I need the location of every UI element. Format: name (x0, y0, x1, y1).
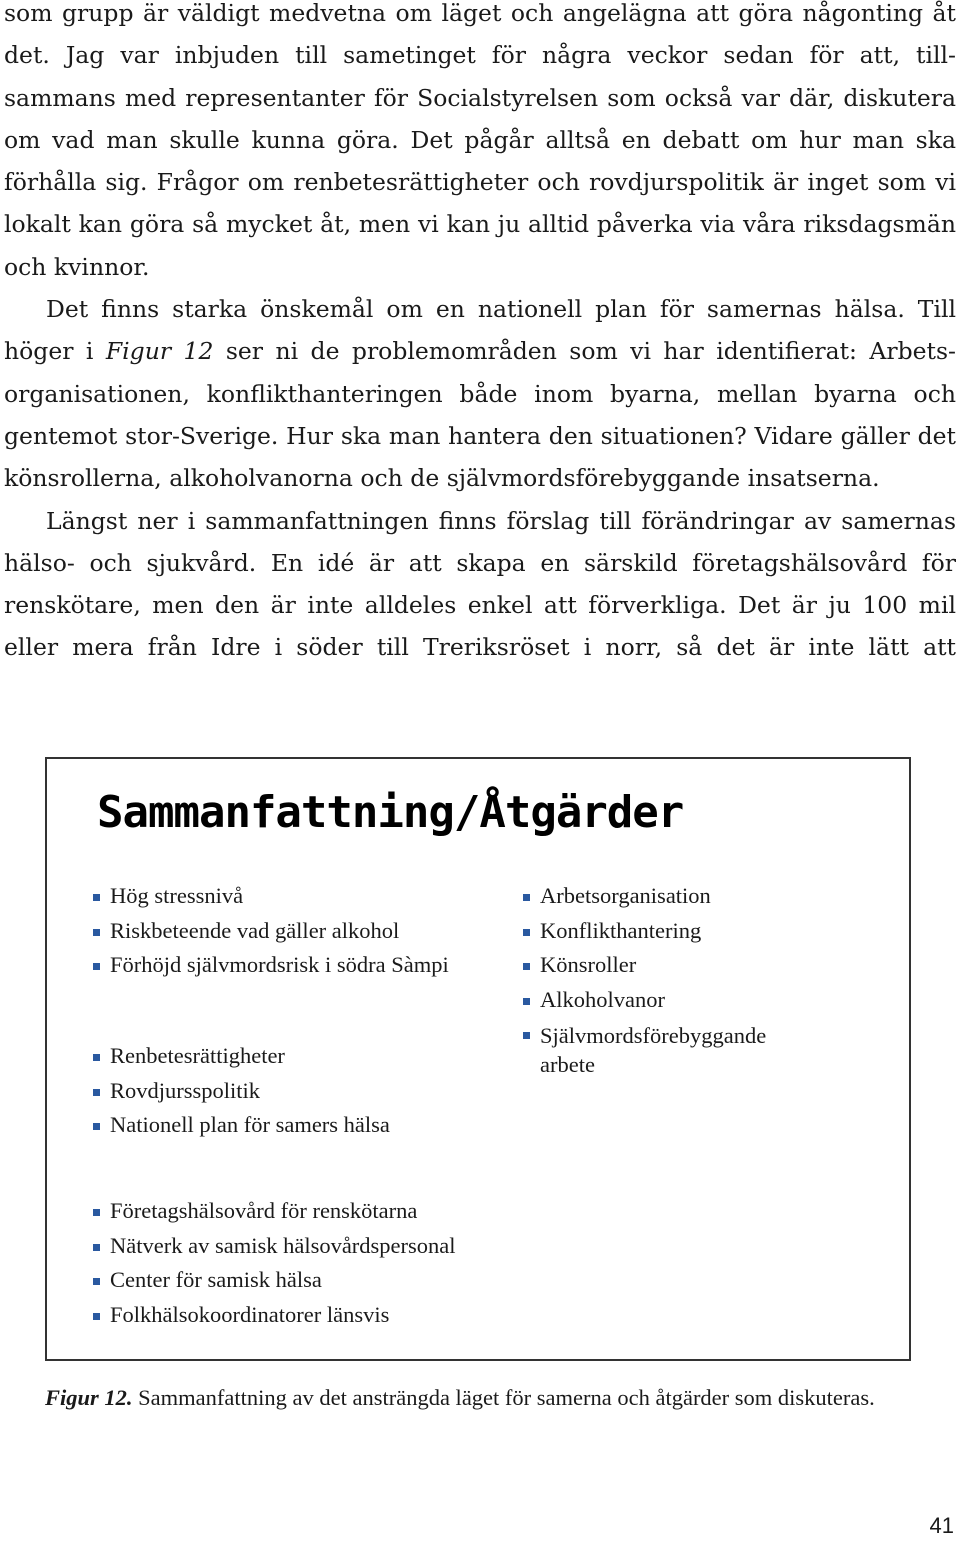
list-item: Självmordsförebyggande arbete (523, 1021, 820, 1079)
list-item: Förhöjd självmordsrisk i södra Sàmpi (93, 948, 449, 983)
square-bullet-icon (523, 998, 530, 1005)
square-bullet-icon (93, 1209, 100, 1216)
paragraph-2-end: ser ni de problemområden som vi har identifierat: Arbetsorganisationen, konflikthanteringen både inom byarna, mellan byarna och gentemot stor-Sverige. Hur ska man hantera den situationen? Vidare gäller det könsrollerna, alkoholvanorna och de självmordsförebyggande insatserna. (4, 337, 956, 493)
list-item: Riskbeteende vad gäller alkohol (93, 914, 449, 949)
square-bullet-icon (93, 894, 100, 901)
problems-list (93, 879, 449, 983)
paragraph-2-start: Det finns starka önskemål om en nationell plan för samernas hälsa. Till höger i (4, 295, 956, 366)
body-text (4, 0, 956, 669)
paragraph-3: Längst ner i sammanfattningen finns förslag till förändringar av samernas hälso- och sjukvård. En idé är att skapa en särskild företagshälsovård för renskötare, men den är inte alldeles enkel att förverkliga. Det är ju 100 mil eller mera från Idre i söder till Treriksröset i norr, så det är inte lätt att (4, 506, 956, 662)
list-item: Nätverk av samisk hälsovårdspersonal (93, 1229, 456, 1264)
list-item: Folkhälsokoordinatorer länsvis (93, 1298, 456, 1333)
list-item: Arbetsorganisation (523, 879, 820, 914)
figure-title: Sammanfattning/Åtgärder (97, 787, 684, 838)
square-bullet-icon (523, 894, 530, 901)
caption-label: Figur 12. (45, 1385, 133, 1410)
list-item: Center för samisk hälsa (93, 1263, 456, 1298)
policy-list (93, 1039, 390, 1143)
paragraph-2 (4, 288, 956, 499)
caption-text: Sammanfattning av det ansträngda läget för samerna och åtgärder som diskuteras. (132, 1385, 875, 1410)
list-item: Renbetesrättigheter (93, 1039, 390, 1074)
square-bullet-icon (93, 1054, 100, 1061)
figure-reference: Figur 12 (105, 337, 214, 366)
list-item: Könsroller (523, 948, 820, 983)
measures-list (93, 1194, 456, 1332)
square-bullet-icon (523, 929, 530, 936)
square-bullet-icon (523, 963, 530, 970)
list-item: Alkoholvanor (523, 983, 820, 1018)
figure-12-box (45, 757, 911, 1361)
square-bullet-icon (93, 963, 100, 970)
figure-caption (45, 1380, 895, 1416)
list-item: Nationell plan för samers hälsa (93, 1108, 390, 1143)
square-bullet-icon (93, 1278, 100, 1285)
page-number: 41 (929, 1513, 954, 1538)
paragraph-1: som grupp är väldigt medvetna om läget och angelägna att göra någonting åt det. Jag var inbjuden till sametinget för några veckor sedan för att, tillsammans med representanter för Socialstyrelsen som också var där, diskutera om vad man skulle kunna göra. Det pågår alltså en debatt om hur man ska förhålla sig. Frågor om renbetesrättigheter och rovdjurspolitik är inget som vi lokalt kan göra så mycket åt, men vi kan ju alltid påverka via våra riksdagsmän och kvinnor. (4, 0, 956, 281)
square-bullet-icon (93, 1089, 100, 1096)
square-bullet-icon (523, 1032, 530, 1039)
list-item: Rovdjursspolitik (93, 1074, 390, 1109)
square-bullet-icon (93, 1244, 100, 1251)
square-bullet-icon (93, 1123, 100, 1130)
square-bullet-icon (93, 1313, 100, 1320)
square-bullet-icon (93, 929, 100, 936)
areas-list (523, 879, 820, 1079)
list-item: Hög stressnivå (93, 879, 449, 914)
list-item: Konflikthantering (523, 914, 820, 949)
list-item: Företagshälsovård för renskötarna (93, 1194, 456, 1229)
